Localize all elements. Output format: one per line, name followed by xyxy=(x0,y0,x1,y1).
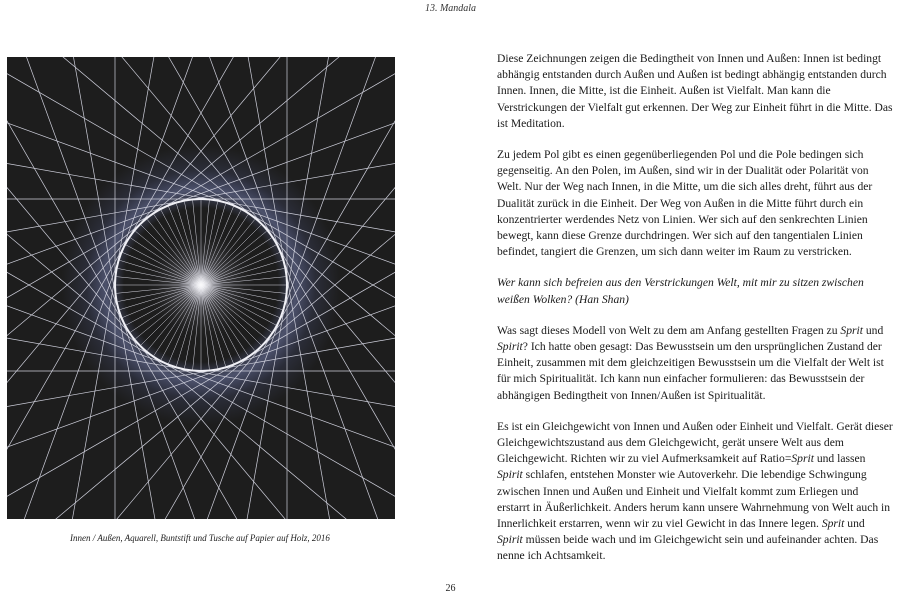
p3-text-a: Was sagt dieses Modell von Welt zu dem am Anfang gestellten Fragen zu xyxy=(497,323,841,337)
p4-text-i: müssen beide wach und im Gleichgewicht sein und aufeinander achten. Das nenne ich Achtsamkeit. xyxy=(497,533,879,563)
figure-caption: Innen / Außen, Aquarell, Buntstift und Tusche auf Papier auf Holz, 2016 xyxy=(70,533,330,543)
p4-sprit-2: Sprit xyxy=(821,517,845,531)
p4-sprit-1: Sprit xyxy=(791,452,814,466)
p3-sprit: Sprit xyxy=(840,323,863,337)
p3-text-c: und xyxy=(862,323,884,337)
p3-spirit: Spirit xyxy=(497,340,523,354)
running-title: 13. Mandala xyxy=(424,3,477,14)
p4-spirit-1: Spirit xyxy=(497,468,523,482)
mandala-drawing xyxy=(7,57,395,519)
p4-text-c: und lassen xyxy=(813,452,866,466)
han-shan-quote: Wer kann sich befreien aus den Verstrickungen Welt, mit mir zu sitzen zwischen weißen Wolken? (Han Shan) xyxy=(497,276,864,306)
mandala-artwork xyxy=(7,57,395,519)
p4-text-g: und xyxy=(844,517,865,531)
p4-text-e: schlafen, entstehen Monster wie Autoverkehr. Die lebendige Schwingung zwischen Innen und Außen und Einheit und Vielfalt kommt zum Erliegen und erstarrt in Äußerlichkeit. Anders herum kann unsere Wahrnehmung von Welt auch in Innerlichkeit erstarren, wenn wir zu viel Gewicht in das Innere legen. xyxy=(497,468,891,531)
p3-text-e: ? Ich hatte oben gesagt: Das Bewusstsein um den ursprünglichen Zustand der Einheit, zusammen mit dem gleichzeitigen Bewusstsein um die Vielfalt der Welt ist für mich Spiritualität. Ich kann nun einfacher formulieren: das Bewusstsein der abhängigen Bedingtheit von Innen/Außen ist Spiritualität. xyxy=(497,340,884,402)
paragraph-3 xyxy=(497,323,893,404)
p4-text-a: Es ist ein Gleichgewicht von Innen und Außen oder Einheit und Vielfalt. Gerät dieser Gleichgewichtszustand aus dem Gleichgewicht, gerät unsere Welt aus dem Gleichgewicht. Richten wir zu viel Aufmerksamkeit auf Ratio= xyxy=(497,419,893,466)
paragraph-1: Diese Zeichnungen zeigen die Bedingtheit von Innen und Außen: Innen ist bedingt abhängig entstanden durch Außen und Außen ist bedingt abhängig entstanden durch Innen. Innen, die Mitte, ist die Einheit. Außen ist Vielfalt. Man kann die Verstrickungen der Vielfalt gut erkennen. Der Weg zur Einheit führt in die Mitte. Das ist Meditation. xyxy=(497,52,893,130)
body-text xyxy=(497,51,893,580)
artwork-center-glow xyxy=(141,225,261,345)
paragraph-4 xyxy=(497,419,893,565)
p4-spirit-2: Spirit xyxy=(497,533,523,547)
paragraph-2: Zu jedem Pol gibt es einen gegenüberliegenden Pol und die Pole bedingen sich gegenseitig. An den Polen, im Außen, sind wir in der Dualität oder Polarität von Welt. Nur der Weg nach Innen, in die Mitte, um die sich alles dreht, führt aus der Dualität zurück in die Einheit. Der Weg von Außen in die Mitte führt durch ein konzentrierter werdendes Netz von Linien. Wer sich auf den senkrechten Linien bewegt, kann diese Grenze durchdringen. Wer sich auf den tangentialen Linien befindet, tangiert die Grenzen, um sich dann weiter im Raum zu verstricken. xyxy=(497,148,873,259)
page-number: 26 xyxy=(445,583,456,594)
